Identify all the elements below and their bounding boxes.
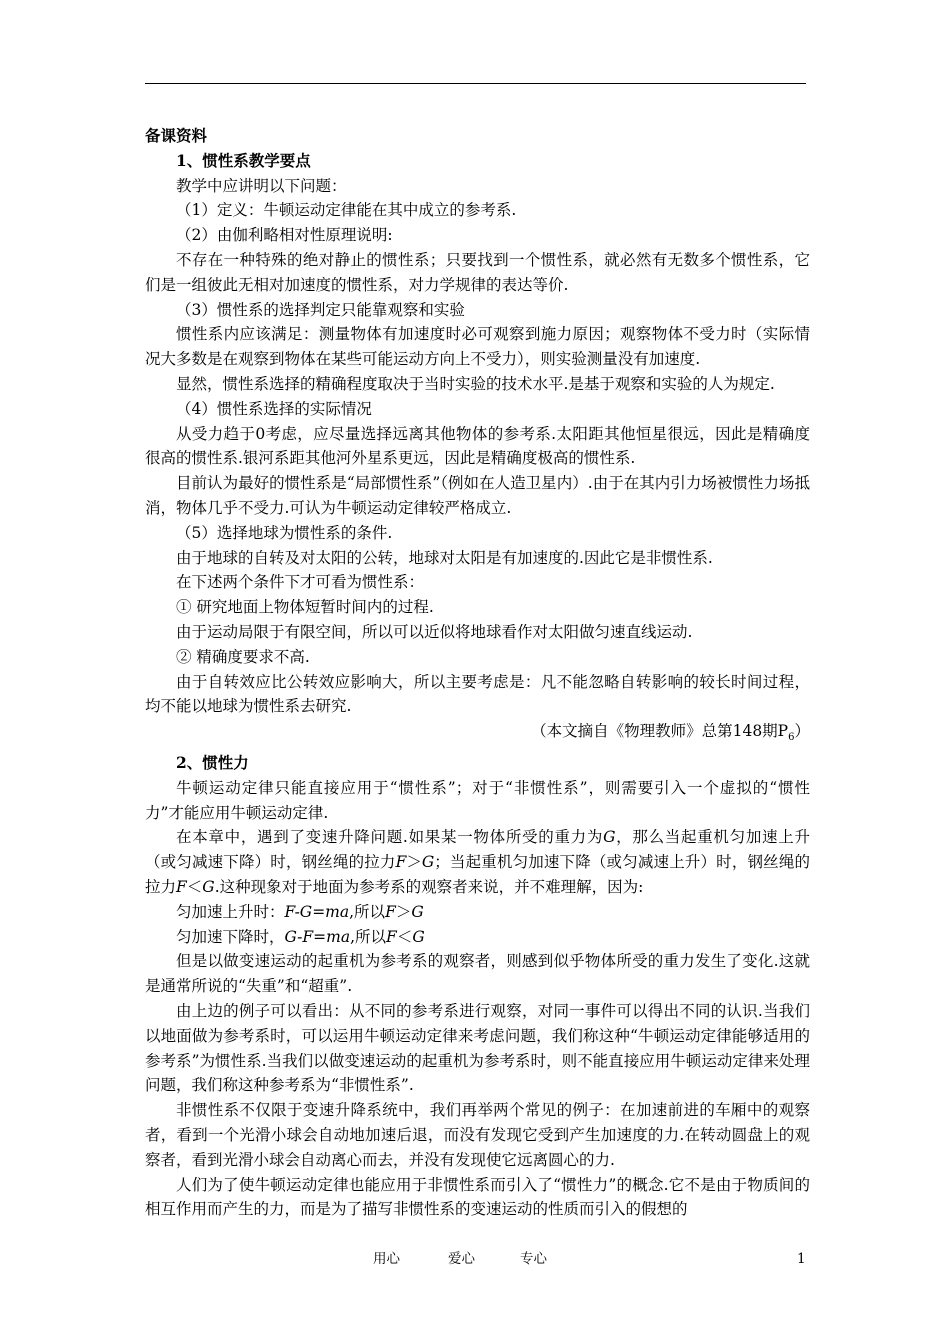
source-subscript: 6	[788, 732, 795, 744]
page-number: 1	[797, 1251, 806, 1267]
paragraph: ② 精确度要求不高.	[176, 647, 310, 666]
equation-line	[145, 900, 810, 925]
text-run: ；当起重机匀加速下降（或匀减速上升）时，钢丝绳的拉力	[145, 853, 810, 896]
footer-left: 用心	[373, 1251, 400, 1267]
paragraph	[145, 825, 810, 899]
paragraph: （4）惯性系选择的实际情况	[176, 399, 372, 418]
source-text: （本文摘自《物理教师》总第148期P	[531, 722, 789, 741]
paragraph: 由上边的例子可以看出：从不同的参考系进行观察，对同一事件可以得出不同的认识.当我们以地面做为参考系时，可以运用牛顿运动定律来考虑问题，我们称这种“牛顿运动定律能够适用的参考系”为惯性系.当我们以做变速运动的起重机为参考系时，则不能直接应用牛顿运动定律来处理问题，我们称这种参考系为“非惯性系”.	[145, 1001, 810, 1095]
symbol-g: G	[603, 828, 616, 847]
paragraph: 牛顿运动定律只能直接应用于“惯性系”；对于“非惯性系”，则需要引入一个虚拟的“惯性力”才能应用牛顿运动定律.	[145, 778, 810, 822]
section-2-title: 2、惯性力	[176, 753, 249, 773]
symbol-g: G	[411, 902, 424, 921]
symbol-g: G	[421, 853, 435, 872]
symbol-g: G	[412, 927, 425, 946]
source-citation	[145, 719, 810, 751]
symbol-g: G	[202, 878, 215, 896]
paragraph: 从受力趋于0考虑，应尽量选择远离其他物体的参考系.太阳距其他恒星很远，因此是精确度很高的惯性系.银河系距其他河外星系更远，因此是精确度极高的惯性系.	[145, 424, 810, 468]
text-run: 在本章中，遇到了变速升降问题.如果某一物体所受的重力为	[176, 828, 604, 847]
symbol-f: F	[386, 927, 397, 946]
paragraph: 显然，惯性系选择的精确程度取决于当时实验的技术水平.是基于观察和实验的人为规定.	[176, 374, 775, 393]
footer-right: 专心	[520, 1251, 547, 1267]
paragraph: 目前认为最好的惯性系是“局部惯性系”（例如在人造卫星内）.由于在其内引力场被惯性力场抵消，物体几乎不受力.可认为牛顿运动定律较严格成立.	[145, 474, 810, 517]
paragraph: （3）惯性系的选择判定只能靠观察和实验	[176, 300, 465, 319]
paragraph: （2）由伽利略相对性原理说明:	[176, 226, 393, 245]
equation: F-G=ma	[284, 902, 350, 921]
section-1-title: 1、惯性系教学要点	[176, 150, 311, 170]
equation: G-F=ma	[284, 927, 351, 946]
paragraph: 惯性系内应该满足：测量物体有加速度时必可观察到施力原因；观察物体不受力时（实际情况大多数是在观察到物体在某些可能运动方向上不受力），则实验测量没有加速度.	[145, 325, 810, 369]
paragraph: 非惯性系不仅限于变速升降系统中，我们再举两个常见的例子：在加速前进的车厢中的观察者，看到一个光滑小球会自动地加速后退，而没有发现它受到产生加速度的力.在转动圆盘上的观察者，看到光滑小球会自动离心而去，并没有发现使它远离圆心的力.	[145, 1101, 810, 1169]
text-run: ＜	[396, 927, 413, 946]
document-heading: 备课资料	[145, 126, 208, 145]
paragraph: 由于地球的自转及对太阳的公转，地球对太阳是有加速度的.因此它是非惯性系.	[176, 548, 713, 567]
paragraph: 人们为了使牛顿运动定律也能应用于非惯性系而引入了“惯性力”的概念.它不是由于物质间的相互作用而产生的力，而是为了描写非惯性系的变速运动的性质而引入的假想的	[145, 1175, 810, 1219]
text-run: ,所以	[350, 927, 387, 946]
text-run: ＜	[186, 878, 203, 896]
text-run: 匀加速上升时：	[176, 902, 285, 921]
paragraph: ① 研究地面上物体短暂时间内的过程.	[176, 598, 434, 617]
footer-middle: 爱心	[448, 1251, 475, 1267]
paragraph: 由于自转效应比公转效应影响大，所以主要考虑是：凡不能忽略自转影响的较长时间过程，均不能以地球为惯性系去研究.	[145, 672, 810, 716]
paragraph: 教学中应讲明以下问题：	[176, 176, 347, 195]
text-run: ＞	[395, 902, 412, 921]
text-run: 匀加速下降时，	[176, 927, 285, 946]
paragraph: 由于运动局限于有限空间，所以可以近似将地球看作对太阳做匀速直线运动.	[176, 622, 693, 641]
document-body	[145, 124, 810, 1222]
page-footer	[0, 1249, 950, 1269]
text-run: ,所以	[349, 902, 386, 921]
equation-line	[145, 925, 810, 950]
paragraph: 不存在一种特殊的绝对静止的惯性系；只要找到一个惯性系，就必然有无数多个惯性系，它们是一组彼此无相对加速度的惯性系，对力学规律的表达等价.	[145, 250, 810, 294]
text-run: .这种现象对于地面为参考系的观察者来说，并不难理解，因为:	[214, 878, 644, 896]
source-close: ）	[794, 722, 810, 741]
paragraph: （1）定义：牛顿运动定律能在其中成立的参考系.	[176, 201, 517, 220]
text-run: ，那么当起重机匀加速上升（或匀减速下降）时，钢丝绳的拉力	[145, 828, 810, 872]
symbol-f: F	[395, 853, 407, 872]
paragraph: （5）选择地球为惯性系的条件.	[176, 523, 393, 542]
paragraph: 但是以做变速运动的起重机为参考系的观察者，则感到似乎物体所受的重力发生了变化.这就是通常所说的“失重”和“超重”.	[145, 952, 810, 996]
header-rule	[145, 83, 806, 84]
text-run: ＞	[406, 853, 422, 872]
symbol-f: F	[385, 902, 396, 921]
symbol-f: F	[176, 878, 187, 896]
paragraph: 在下述两个条件下才可看为惯性系：	[176, 573, 425, 592]
